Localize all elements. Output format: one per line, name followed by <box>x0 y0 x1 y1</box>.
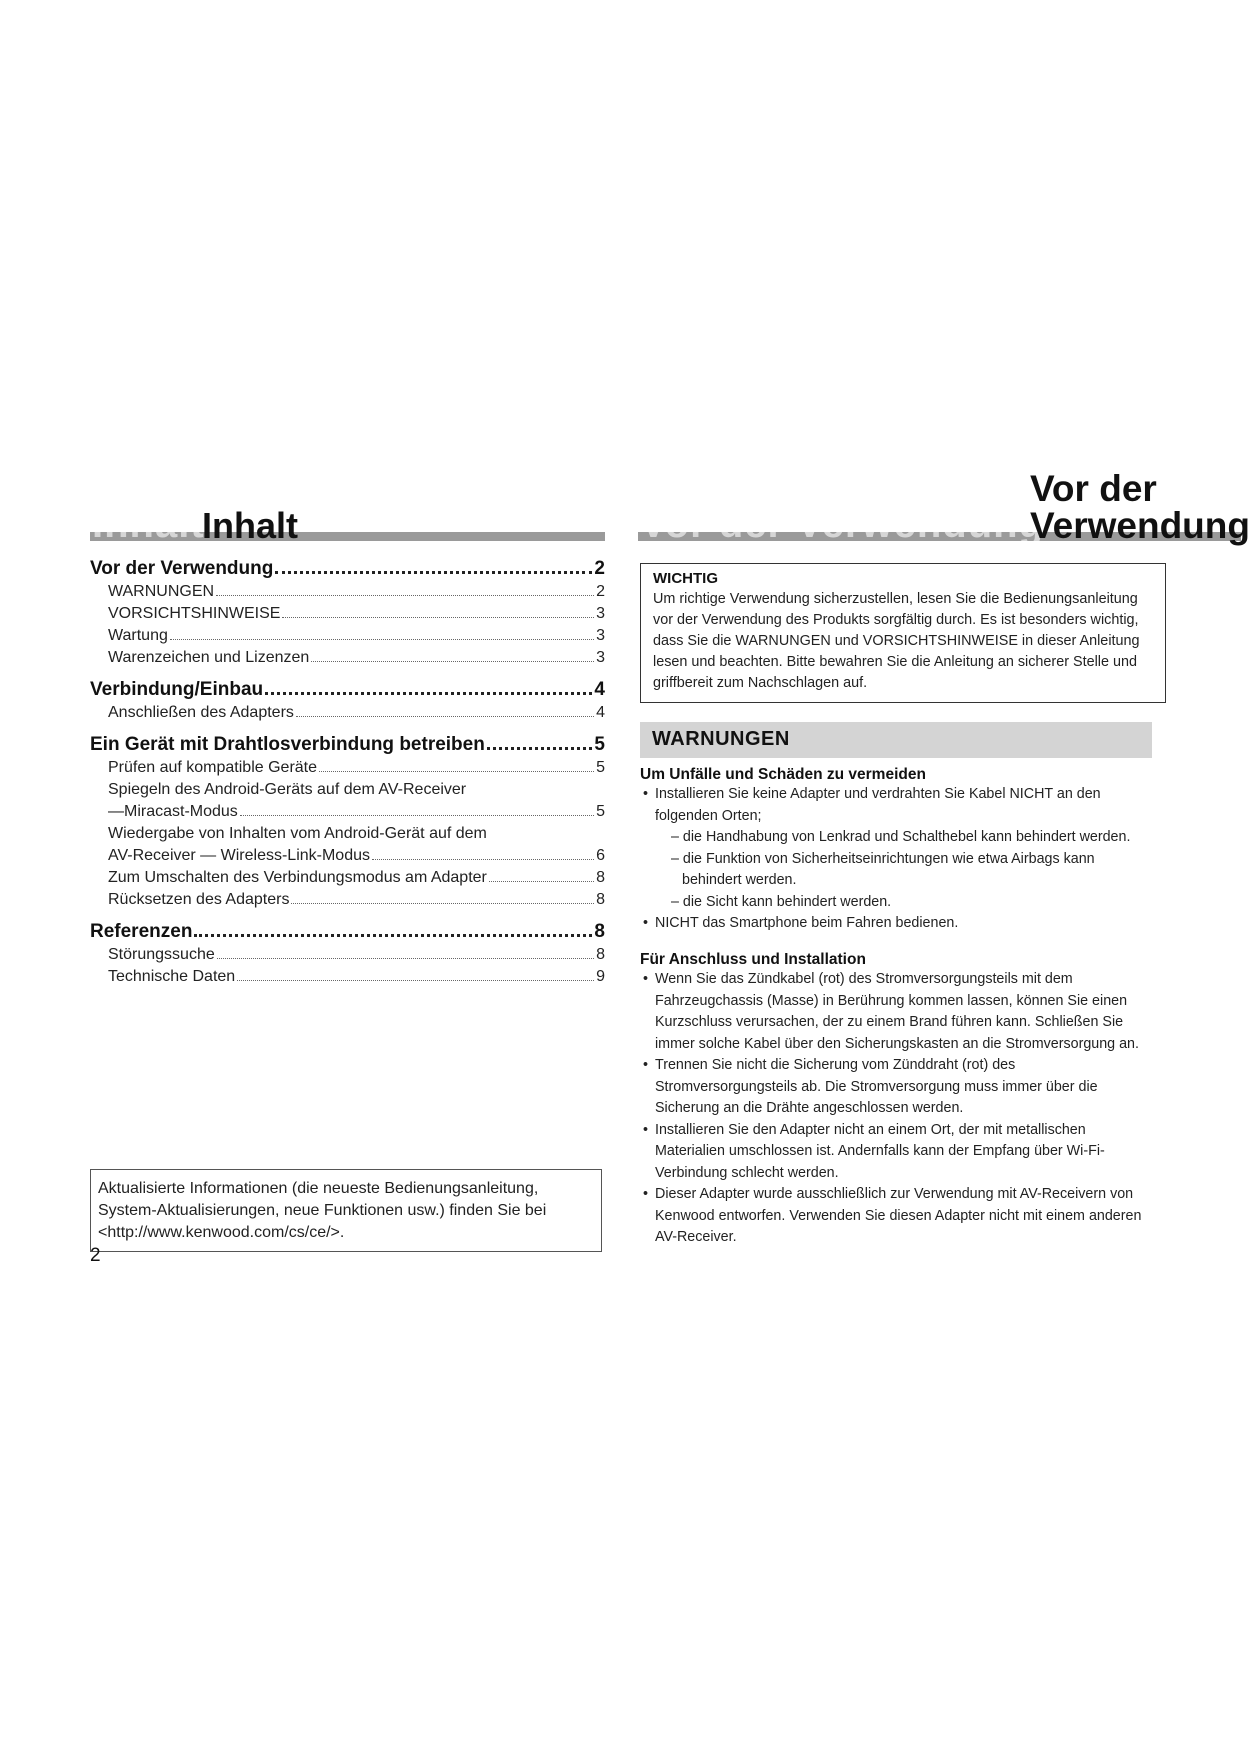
left-title-area <box>90 500 605 544</box>
dash-item: – die Handhabung von Lenkrad und Schalthebel kann behindert werden. <box>671 829 1131 845</box>
page-title: Inhalt <box>202 505 298 546</box>
toc-entry-warenzeichen[interactable]: Warenzeichen und Lizenzen 3 <box>108 649 605 666</box>
toc-entry-anschliessen[interactable]: Anschließen des Adapters 4 <box>108 704 605 721</box>
toc-entry-verbindung[interactable]: Verbindung/Einbau 4 <box>90 679 605 701</box>
info-line: Aktualisierte Informationen (die neueste Bedienungsanleitung, <box>98 1180 539 1197</box>
wichtig-box <box>640 563 1166 703</box>
accident-section <box>640 766 1160 935</box>
bullet-item: • Trennen Sie nicht die Sicherung vom Zünddraht (rot) des Stromversorgungsteils ab. Die Stromversorgung muss immer über die Sicherung an die Drähte angeschlossen werden. <box>640 1055 1160 1120</box>
toc-entry-wiedergabe[interactable]: AV-Receiver — Wireless-Link-Modus 6 <box>108 847 605 864</box>
bullet-item: • Dieser Adapter wurde ausschließlich zur Verwendung mit AV-Receivern von Kenwood entworfen. Verwenden Sie diesen Adapter nicht mit einem anderen AV-Receiver. <box>640 1184 1160 1249</box>
page-number: 2 <box>90 1245 101 1266</box>
toc-entry-vorsichtshinweise[interactable]: VORSICHTSHINWEISE 3 <box>108 605 605 622</box>
toc-entry-spiegeln-line1[interactable]: Spiegeln des Android-Geräts auf dem AV-Receiver <box>108 781 467 798</box>
subheading: Um Unfälle und Schäden zu vermeiden <box>640 766 926 783</box>
page-title: Vor der Verwendung <box>1030 468 1250 546</box>
wichtig-text: Um richtige Verwendung sicherzustellen, lesen Sie die Bedienungsanleitung vor der Verwendung des Produkts sorgfältig durch. Es ist besonders wichtig, dass Sie die WARNUNGEN und VORSICHTSHINWEISE in dieser Anleitung lesen und beachten. Bitte bewahren Sie die Anleitung an sicherer Stelle und griffbereit zum Nachschlagen auf. <box>653 591 1140 691</box>
installation-section <box>640 951 1160 1249</box>
toc-entry-ruecksetzen[interactable]: Rücksetzen des Adapters 8 <box>108 891 605 908</box>
toc-entry-spiegeln[interactable]: —Miracast-Modus 5 <box>108 803 605 820</box>
toc-entry-drahtlos[interactable]: Ein Gerät mit Drahtlosverbindung betreiben 5 <box>90 734 605 756</box>
info-box <box>90 1169 602 1252</box>
toc-entry-pruefen[interactable]: Prüfen auf kompatible Geräte 5 <box>108 759 605 776</box>
toc-entry-stoerungssuche[interactable]: Störungssuche 8 <box>108 946 605 963</box>
wichtig-heading: WICHTIG <box>653 570 718 587</box>
dash-item: – die Funktion von Sicherheitseinrichtungen wie etwa Airbags kann behindert werden. <box>671 850 1095 888</box>
ghost-title: Vor der Verwendung <box>640 502 1044 546</box>
ghost-title: Inhalt <box>92 502 205 546</box>
section-title: WARNUNGEN <box>652 728 790 750</box>
toc-entry-warnungen[interactable]: WARNUNGEN 2 <box>108 583 605 600</box>
bullet-item: • Installieren Sie keine Adapter und verdrahten Sie Kabel NICHT an den folgenden Orten; <box>640 784 1160 827</box>
info-line: System-Aktualisierungen, neue Funktionen usw.) finden Sie bei <box>98 1202 547 1219</box>
bullet-item: • Installieren Sie den Adapter nicht an einem Ort, der mit metallischen Materialien umschlossen ist. Andernfalls kann der Empfang über Wi-Fi- Verbindung schlecht werden. <box>640 1120 1160 1185</box>
toc-entry-referenzen[interactable]: Referenzen 8 <box>90 921 605 943</box>
bullet-item: • Wenn Sie das Zündkabel (rot) des Stromversorgungsteils mit dem Fahrzeugchassis (Masse) in Berührung kommen lassen, können Sie einen Kurzschluss verursachen, der zu einem Brand führen kann. Schließen Sie immer solche Kabel über den Sicherungskasten an die Stromversorgung an. <box>640 969 1160 1055</box>
toc-entry-technische-daten[interactable]: Technische Daten 9 <box>108 968 605 985</box>
toc-entry-wiedergabe-line1[interactable]: Wiedergabe von Inhalten vom Android-Gerät auf dem <box>108 825 487 842</box>
right-title-area <box>638 468 1250 546</box>
subheading: Für Anschluss und Installation <box>640 951 866 968</box>
dash-item: – die Sicht kann behindert werden. <box>671 893 892 910</box>
toc-entry-vor-der-verwendung[interactable]: Vor der Verwendung 2 <box>90 558 605 580</box>
section-header-warnungen <box>640 722 1152 758</box>
bullet-item: • NICHT das Smartphone beim Fahren bedienen. <box>640 913 1160 935</box>
info-url[interactable]: <http://www.kenwood.com/cs/ce/>. <box>98 1224 345 1241</box>
table-of-contents <box>90 558 605 990</box>
toc-entry-wartung[interactable]: Wartung 3 <box>108 627 605 644</box>
toc-entry-umschalten[interactable]: Zum Umschalten des Verbindungsmodus am Adapter 8 <box>108 869 605 886</box>
